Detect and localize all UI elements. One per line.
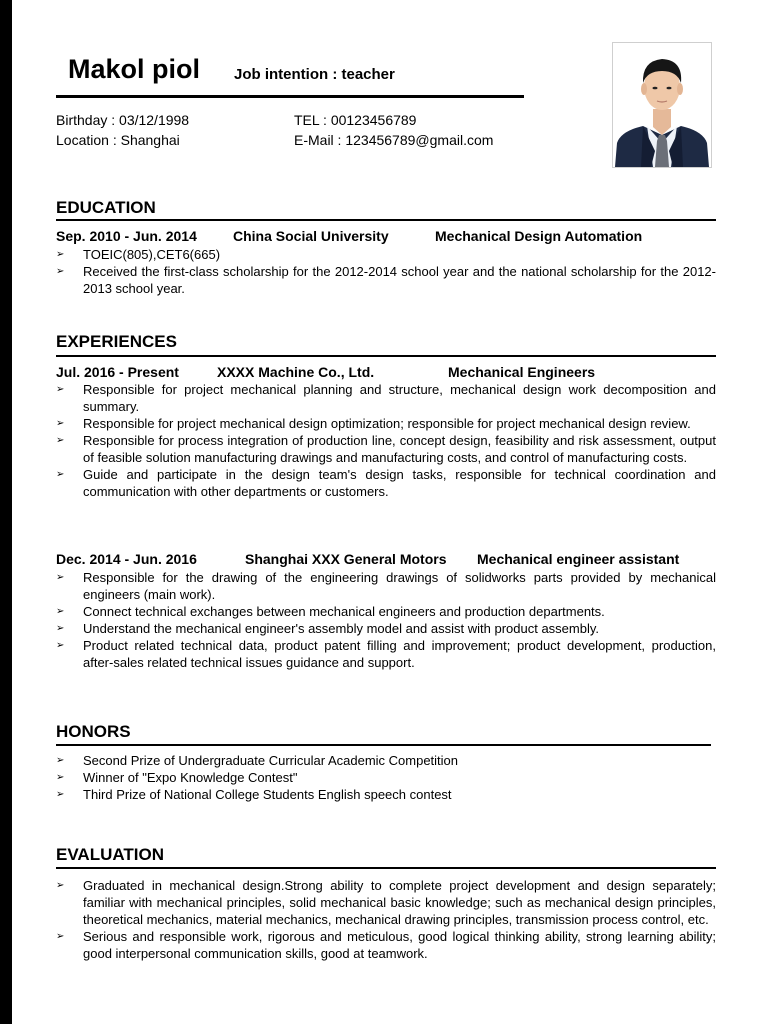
email: E-Mail : 123456789@gmail.com (294, 132, 494, 148)
job-1-role: Mechanical Engineers (448, 364, 596, 380)
education-heading: EDUCATION (56, 198, 156, 217)
list-item: ➢ Winner of "Expo Knowledge Contest" (56, 770, 298, 785)
job-1-bullet-list (56, 381, 716, 500)
arrow-bullet-icon: ➢ (56, 266, 65, 277)
job-2-bullet-list (56, 569, 716, 671)
experiences-divider (56, 355, 716, 357)
job-2-company: Shanghai XXX General Motors (245, 551, 447, 567)
job-1-dates: Jul. 2016 - Present (56, 364, 179, 380)
evaluation-bullet-list (56, 877, 716, 962)
education-school: China Social University (233, 228, 389, 244)
arrow-bullet-icon: ➢ (56, 572, 65, 583)
honors-divider (56, 744, 711, 746)
location: Location : Shanghai (56, 132, 180, 148)
arrow-bullet-icon: ➢ (56, 249, 65, 260)
arrow-bullet-icon: ➢ (56, 755, 65, 766)
list-item: ➢ Responsible for project mechanical design optimization; responsible for project mechanical design review. (56, 416, 691, 431)
education-dates: Sep. 2010 - Jun. 2014 (56, 228, 197, 244)
list-item: ➢ Third Prize of National College Students English speech contest (56, 787, 452, 802)
list-item: ➢ Understand the mechanical engineer's assembly model and assist with product assembly. (56, 621, 600, 636)
arrow-bullet-icon: ➢ (56, 606, 65, 617)
list-item: ➢ Guide and participate in the design team's design tasks, responsible for technical coordination and communication with other departments or customers. (56, 467, 716, 499)
arrow-bullet-icon: ➢ (56, 772, 65, 783)
list-item: ➢ Responsible for process integration of production line, concept design, feasibility and risk assessment, output of feasible solution manufacturing drawings and manufacturing costs, and control of manufacturing costs. (56, 433, 716, 465)
arrow-bullet-icon: ➢ (56, 880, 65, 891)
telephone: TEL : 00123456789 (294, 112, 417, 128)
arrow-bullet-icon: ➢ (56, 384, 65, 395)
list-item: ➢ Second Prize of Undergraduate Curricular Academic Competition (56, 753, 459, 768)
list-item: ➢ TOEIC(805),CET6(665) (56, 247, 221, 262)
honors-heading: HONORS (56, 722, 131, 741)
list-item: ➢ Product related technical data, product patent filling and improvement; product development, production, after-sales related technical issues guidance and support. (56, 638, 716, 670)
candidate-name: Makol piol (68, 54, 201, 84)
arrow-bullet-icon: ➢ (56, 623, 65, 634)
list-item: ➢ Graduated in mechanical design.Strong ability to complete project development and design separately; familiar with mechanical principles, solid mechanical basic knowledge; such as mechanical design principles, theoretical mechanics, material mechanics, mechanical drawing principles, transmission process control, etc. (56, 878, 716, 927)
job-intention: Job intention : teacher (234, 66, 395, 83)
arrow-bullet-icon: ➢ (56, 789, 65, 800)
job-2-dates: Dec. 2014 - Jun. 2016 (56, 551, 197, 567)
education-bullet-list (56, 246, 716, 297)
experiences-heading: EXPERIENCES (56, 332, 177, 351)
job-2-role: Mechanical engineer assistant (477, 551, 680, 567)
header-divider (56, 95, 524, 98)
profile-photo (612, 42, 712, 168)
list-item: ➢ Connect technical exchanges between mechanical engineers and production departments. (56, 604, 605, 619)
education-major: Mechanical Design Automation (435, 228, 643, 244)
evaluation-heading: EVALUATION (56, 845, 164, 864)
list-item: ➢ Serious and responsible work, rigorous and meticulous, good logical thinking ability, strong learning ability; good interpersonal communication skills, good at teamwork. (56, 929, 716, 961)
list-item: ➢ Responsible for project mechanical planning and structure, mechanical design work decomposition and summary. (56, 382, 716, 414)
birthday: Birthday : 03/12/1998 (56, 112, 190, 128)
list-item: ➢ Received the first-class scholarship for the 2012-2014 school year and the national scholarship for the 2012-2013 school year. (56, 264, 716, 296)
arrow-bullet-icon: ➢ (56, 640, 65, 651)
education-divider (56, 219, 716, 221)
arrow-bullet-icon: ➢ (56, 469, 65, 480)
left-margin-bar (0, 0, 12, 1024)
evaluation-divider (56, 867, 716, 869)
arrow-bullet-icon: ➢ (56, 931, 65, 942)
arrow-bullet-icon: ➢ (56, 435, 65, 446)
job-1-company: XXXX Machine Co., Ltd. (217, 364, 375, 380)
arrow-bullet-icon: ➢ (56, 418, 65, 429)
list-item: ➢ Responsible for the drawing of the engineering drawings of solidworks parts provided by mechanical engineers (main work). (56, 570, 716, 602)
honors-bullet-list (56, 752, 716, 803)
